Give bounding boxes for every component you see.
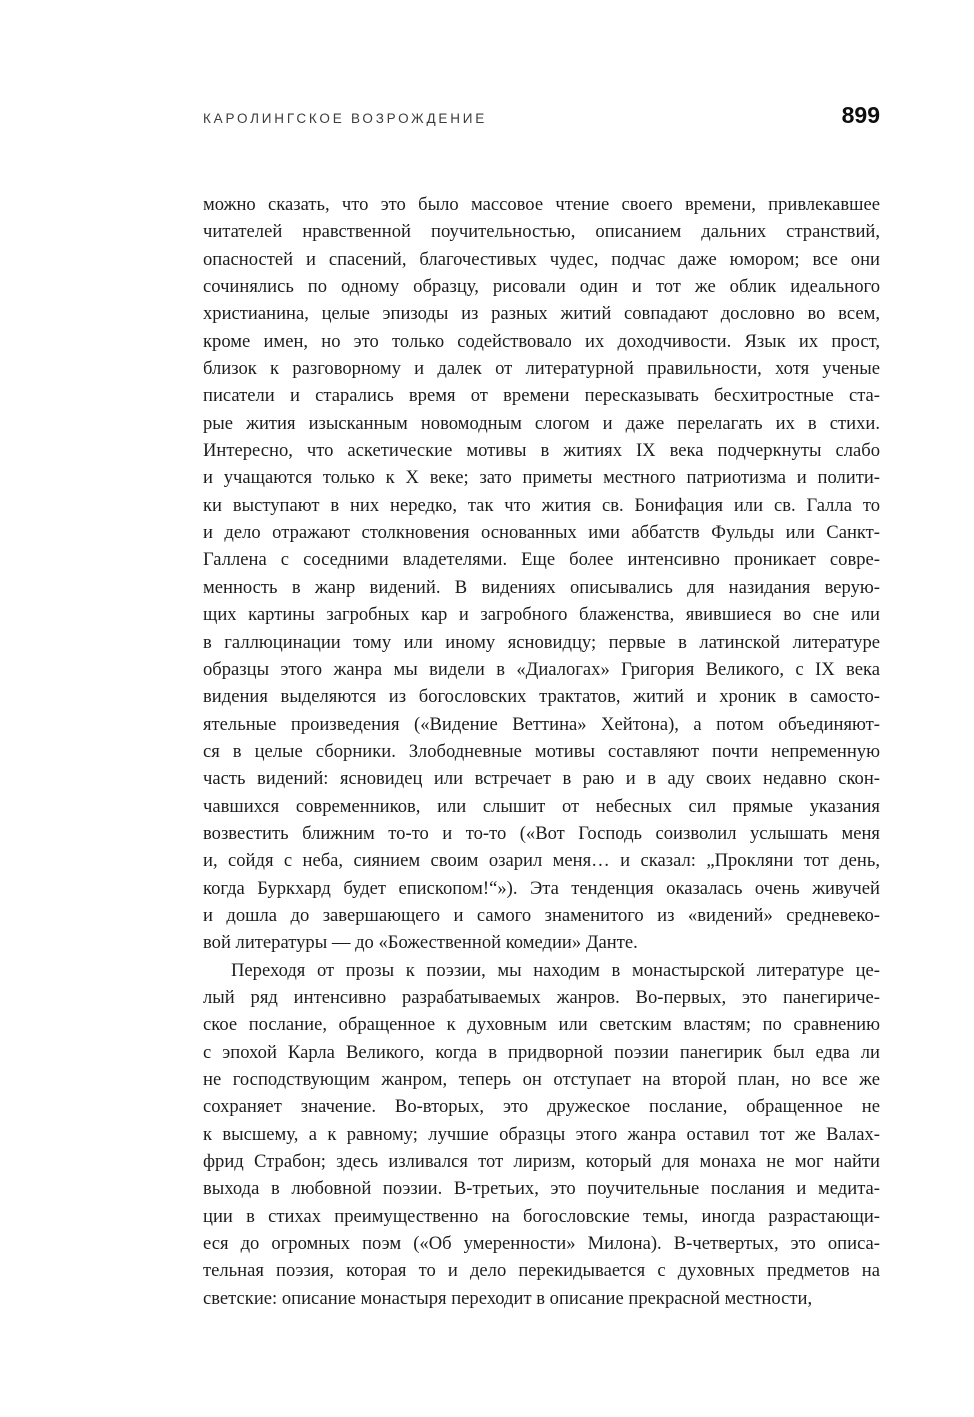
text-line: и учащаются только к X веке; зато приметы местного патриотизма и полити-	[203, 467, 880, 489]
text-line: ции в стихах преимущественно на богословские темы, иногда разрастающи-	[203, 1205, 880, 1227]
text-line: выхода в любовной поэзии. В-третьих, это поучительные послания и медита-	[203, 1178, 880, 1200]
text-line: и дошла до завершающего и самого знаменитого из «видений» средневеко-	[203, 904, 880, 926]
text-line: чавшихся современников, или слышит от небесных сил прямые указания	[203, 795, 880, 817]
text-line: ся в целые сборники. Злободневные мотивы составляют почти непременную	[203, 740, 880, 762]
text-line: в галлюцинации тому или иному ясновидцу; первые в латинской литературе	[203, 631, 880, 653]
running-header: КАРОЛИНГСКОЕ ВОЗРОЖДЕНИЕ	[203, 111, 488, 126]
text-line: возвестить ближним то-то и то-то («Вот Господь соизволил услышать меня	[203, 822, 880, 844]
text-line: вой литературы — до «Божественной комедии» Данте.	[203, 932, 638, 954]
page-header	[203, 104, 880, 127]
text-line: опасностей и спасений, благочестивых чудес, подчас даже юмором; все они	[203, 248, 880, 270]
text-line: видения выделяются из богословских трактатов, житий и хроник в самосто-	[203, 686, 880, 708]
text-line: ятельные произведения («Видение Веттина» Хейтона), а потом объединяют-	[203, 713, 880, 735]
page-number: 899	[841, 102, 880, 128]
text-line: сохраняет значение. Во-вторых, это дружеское послание, обращенное не	[203, 1096, 880, 1118]
text-line: Галлена с соседними владетелями. Еще более интенсивно проникает совре-	[203, 549, 880, 571]
text-line: Интересно, что аскетические мотивы в житиях IX века подчеркнуты слабо	[203, 440, 880, 462]
text-line: ки выступают в них нередко, так что жития св. Бонифация или св. Галла то	[203, 494, 880, 516]
text-line: с эпохой Карла Великого, когда в придворной поэзии панегирик был едва ли	[203, 1041, 880, 1063]
text-line: когда Буркхард будет епископом!“»). Эта тенденция оказалась очень живучей	[203, 877, 880, 899]
text-line: можно сказать, что это было массовое чтение своего времени, привлекавшее	[203, 194, 880, 215]
text-line: лый ряд интенсивно разрабатываемых жанров. Во-первых, это панегириче-	[203, 986, 880, 1008]
text-line: еся до огромных поэм («Об умеренности» Милона). В-четвертых, это описа-	[203, 1233, 880, 1255]
text-line: кроме имен, но это только содействовало их доходчивости. Язык их прост,	[203, 330, 880, 352]
text-line: к высшему, а к равному; лучшие образцы этого жанра оставил тот же Валах-	[203, 1123, 880, 1145]
text-line: часть видений: ясновидец или встречает в раю и в аду своих недавно скон-	[203, 768, 880, 790]
text-line: писатели и старались время от времени пересказывать бесхитростные ста-	[203, 385, 880, 407]
text-line: щих картины загробных кар и загробного блаженства, явившиеся во сне или	[203, 604, 880, 626]
text-line: не господствующим жанром, теперь он отступает на второй план, но все же	[203, 1069, 880, 1090]
text-line: Переходя от прозы к поэзии, мы находим в монастырской литературе це-	[231, 959, 880, 981]
text-line: читателей нравственной поучительностью, описанием дальних странствий,	[203, 221, 880, 243]
text-line: и, сойдя с неба, сиянием своим озарил меня… и сказал: „Прокляни тот день,	[203, 850, 880, 872]
text-block	[203, 191, 880, 1312]
text-line: христианина, целые эпизоды из разных житий совпадают дословно во всем,	[203, 303, 880, 325]
text-line: фрид Страбон; здесь изливался тот лиризм, который для монаха не мог найти	[203, 1151, 880, 1173]
text-line: ское послание, обращенное к духовным или светским властям; по сравнению	[203, 1014, 880, 1036]
text-line: менность в жанр видений. В видениях описывались для назидания верую-	[203, 576, 880, 598]
text-line: тельная поэзия, которая то и дело перекидывается с духовных предметов на	[203, 1260, 880, 1282]
text-line: светские: описание монастыря переходит в описание прекрасной местности,	[203, 1287, 813, 1309]
text-line: и дело отражают столкновения основанных ими аббатств Фульды или Санкт-	[203, 522, 880, 544]
text-line: рые жития изысканным новомодным слогом и даже перелагать их в стихи.	[203, 412, 880, 434]
text-line: близок к разговорному и далек от литературной правильности, хотя ученые	[203, 358, 880, 380]
text-line: сочинялись по одному образцу, рисовали один и тот же облик идеального	[203, 276, 880, 298]
text-line: образцы этого жанра мы видели в «Диалогах» Григория Великого, с IX века	[203, 658, 880, 680]
